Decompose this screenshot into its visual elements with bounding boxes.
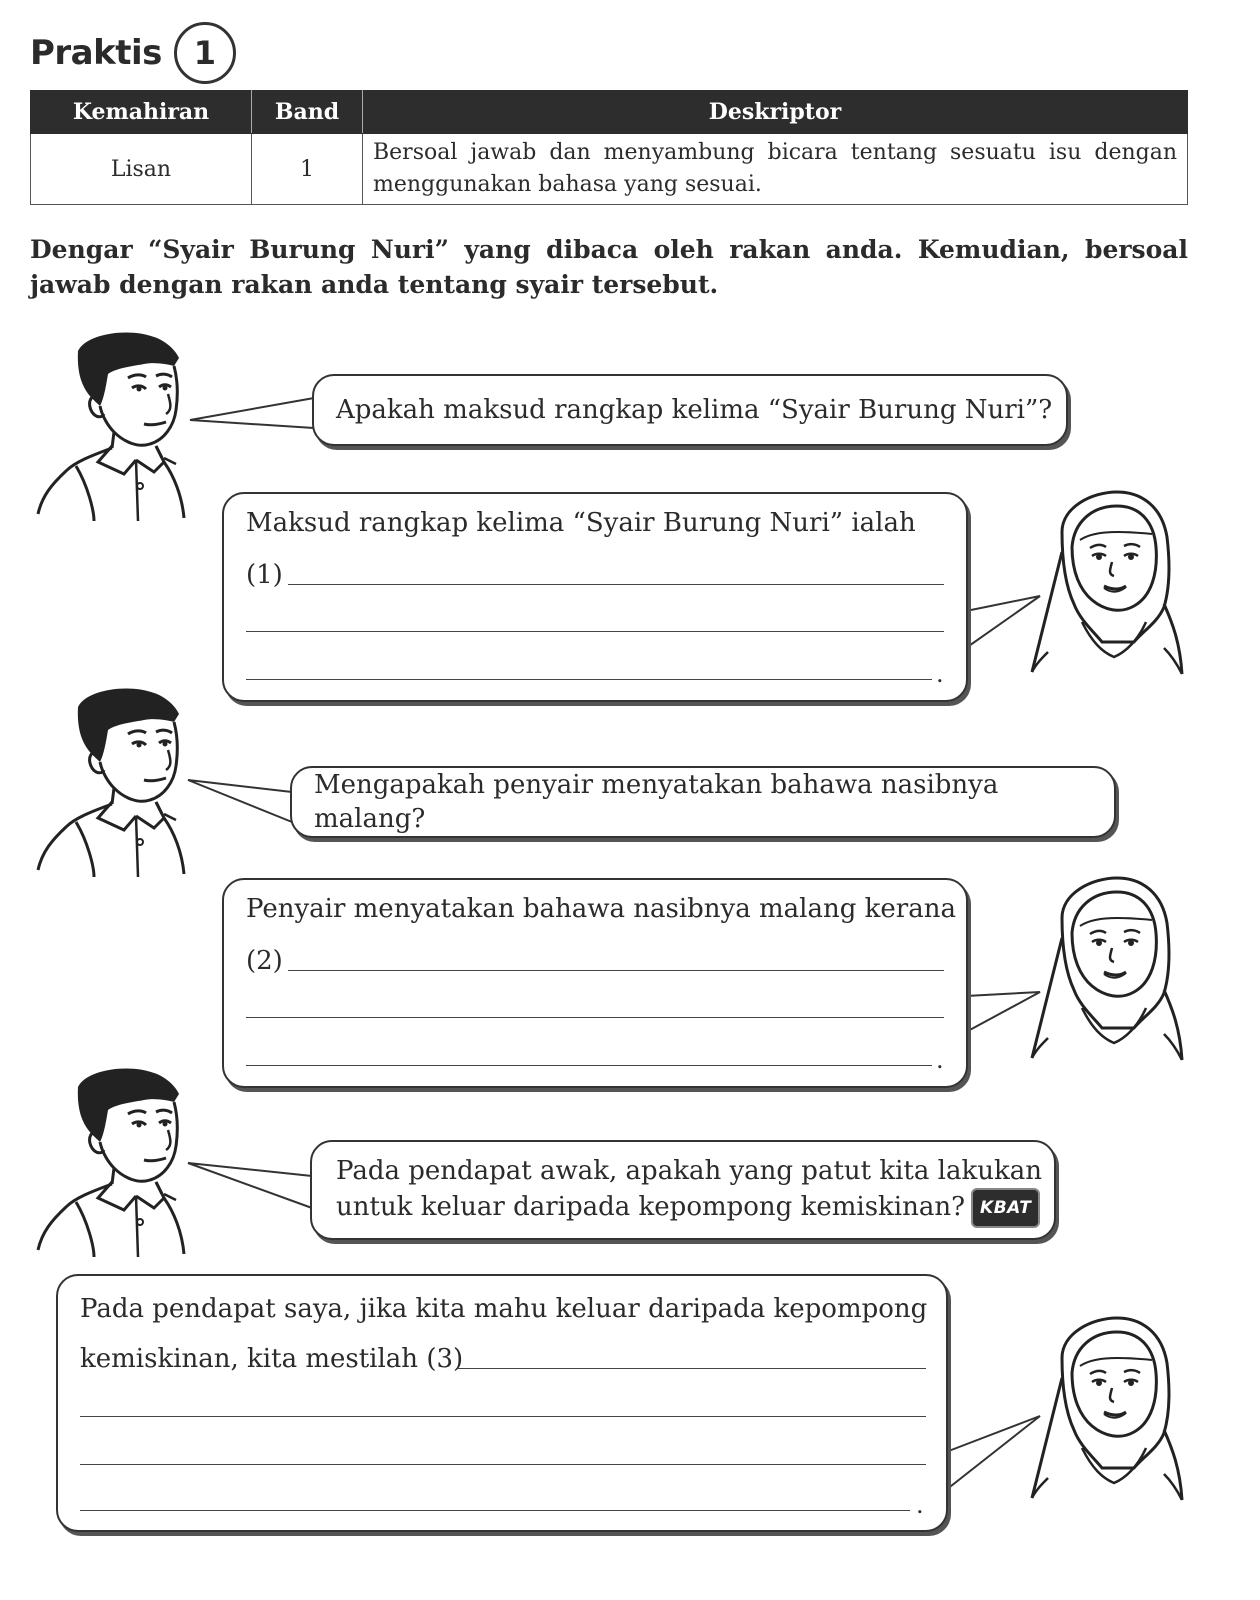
answer-3-line-b[interactable] (80, 1416, 926, 1417)
answer-2-line-2[interactable] (246, 1017, 944, 1018)
title-text: Praktis (30, 33, 162, 73)
answer-1-intro: Maksud rangkap kelima “Syair Burung Nuri” ialah (246, 508, 916, 538)
girl-illustration (1022, 1318, 1190, 1528)
question-3-line-2: untuk keluar daripada kepompong kemiskinan? (336, 1192, 966, 1222)
cell-deskriptor: Bersoal jawab dan menyambung bicara tentang sesuatu isu dengan menggunakan bahasa yang sesuai. (363, 134, 1188, 205)
boy-illustration (16, 682, 196, 882)
answer-bubble-2: Penyair menyatakan bahawa nasibnya malang kerana (2) . (222, 878, 968, 1088)
answer-3-line-2: kemiskinan, kita mestilah (80, 1344, 419, 1374)
practice-number-badge: 1 (174, 22, 236, 84)
kbat-badge: KBAT (971, 1188, 1040, 1228)
cell-band: 1 (252, 134, 363, 205)
question-1-text: Apakah maksud rangkap kelima “Syair Burung Nuri”? (336, 395, 1053, 425)
answer-2-line-1[interactable] (288, 970, 944, 971)
question-2-text: Mengapakah penyair menyatakan bahawa nasibnya malang? (314, 770, 999, 834)
question-bubble-2 (290, 766, 1116, 838)
answer-2-intro: Penyair menyatakan bahawa nasibnya malang kerana (246, 894, 956, 924)
answer-bubble-3: Pada pendapat saya, jika kita mahu keluar daripada kepompong kemiskinan, kita mestilah (3) . (56, 1274, 948, 1532)
answer-2-line-3[interactable] (246, 1065, 932, 1066)
instruction-text: Dengar “Syair Burung Nuri” yang dibaca oleh rakan anda. Kemudian, bersoal jawab dengan rakan anda tentang syair tersebut. (30, 235, 1188, 299)
answer-2-number: (2) (246, 946, 283, 976)
header-deskriptor: Deskriptor (363, 91, 1188, 134)
answer-3-line-1: Pada pendapat saya, jika kita mahu keluar daripada kepompong (80, 1294, 928, 1324)
answer-3-line-d[interactable] (80, 1510, 910, 1511)
answer-3-number: (3) (426, 1344, 464, 1374)
header-band: Band (252, 91, 363, 134)
question-bubble-1 (312, 374, 1068, 446)
header-kemahiran: Kemahiran (31, 91, 252, 134)
answer-3-line-c[interactable] (80, 1464, 926, 1465)
boy-illustration (16, 1062, 196, 1262)
girl-illustration (1022, 492, 1190, 702)
answer-3-line-a[interactable] (456, 1368, 926, 1369)
answer-1-line-1[interactable] (288, 584, 944, 585)
boy-illustration (16, 326, 196, 526)
cell-kemahiran: Lisan (31, 134, 252, 205)
question-3-line-1: Pada pendapat awak, apakah yang patut kita lakukan (336, 1156, 1042, 1186)
answer-1-line-3[interactable] (246, 679, 932, 680)
girl-illustration (1022, 878, 1190, 1088)
answer-bubble-1: Maksud rangkap kelima “Syair Burung Nuri” ialah (1) . (222, 492, 968, 702)
answer-1-line-2[interactable] (246, 631, 944, 632)
answer-1-number: (1) (246, 560, 283, 590)
question-bubble-3 (310, 1140, 1056, 1240)
